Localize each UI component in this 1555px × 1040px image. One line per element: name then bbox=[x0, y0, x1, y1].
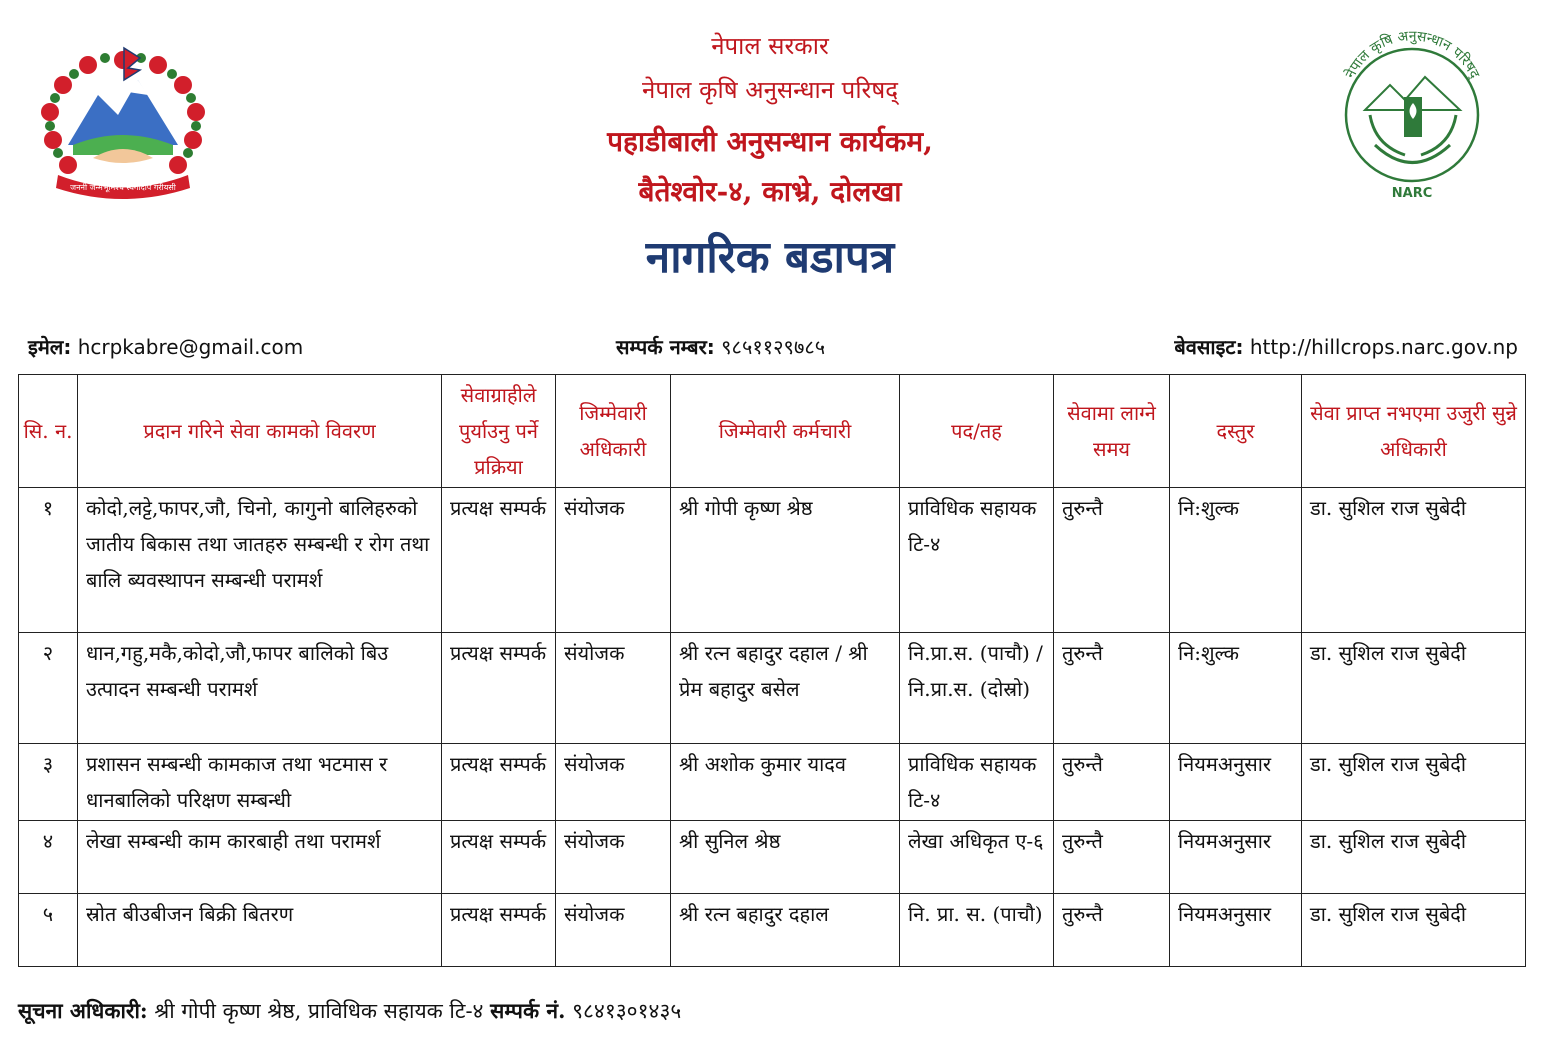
cell-service: कोदो,लट्टे,फापर,जौ, चिनो, कागुनो बालिहरुको जातीय बिकास तथा जातहरु सम्बन्धी र रोग तथा बालि ब्यवस्थापन सम्बन्धी परामर्श bbox=[78, 488, 442, 633]
cell-fee: नि:शुल्क bbox=[1170, 633, 1302, 744]
narc-label: NARC bbox=[1391, 186, 1433, 200]
information-officer-note bbox=[18, 993, 681, 1029]
cell-fee: नियमअनुसार bbox=[1170, 821, 1302, 894]
cell-staff: श्री रत्न बहादुर दहाल / श्री प्रेम बहादुर बसेल bbox=[671, 633, 900, 744]
cell-post: प्राविधिक सहायक टि-४ bbox=[900, 744, 1054, 821]
header-officer: जिम्मेवारी अधिकारी bbox=[556, 375, 671, 488]
table-header-row bbox=[19, 375, 1526, 488]
cell-grievance: डा. सुशिल राज सुबेदी bbox=[1302, 894, 1526, 967]
header bbox=[300, 30, 1240, 286]
cell-time: तुरुन्तै bbox=[1054, 633, 1170, 744]
cell-staff: श्री सुनिल श्रेष्ठ bbox=[671, 821, 900, 894]
cell-time: तुरुन्तै bbox=[1054, 744, 1170, 821]
cell-post: लेखा अधिकृत ए-६ bbox=[900, 821, 1054, 894]
contact-website bbox=[1174, 330, 1518, 364]
header-service: प्रदान गरिने सेवा कामको विवरण bbox=[78, 375, 442, 488]
cell-service: लेखा सम्बन्धी काम कारबाही तथा परामर्श bbox=[78, 821, 442, 894]
info-contact-number: ९८४१३०१४३५ bbox=[572, 999, 682, 1023]
table-row bbox=[19, 633, 1526, 744]
header-line-council: नेपाल कृषि अनुसन्धान परिषद् bbox=[642, 76, 898, 104]
cell-officer: संयोजक bbox=[556, 744, 671, 821]
cell-process: प्रत्यक्ष सम्पर्क bbox=[442, 488, 556, 633]
header-line-address: बैतेश्वोर-४, काभ्रे, दोलखा bbox=[638, 175, 902, 208]
header-post: पद/तह bbox=[900, 375, 1054, 488]
cell-officer: संयोजक bbox=[556, 633, 671, 744]
cell-process: प्रत्यक्ष सम्पर्क bbox=[442, 633, 556, 744]
cell-sn: ४ bbox=[19, 821, 78, 894]
cell-service: प्रशासन सम्बन्धी कामकाज तथा भटमास र धानबालिको परिक्षण सम्बन्धी bbox=[78, 744, 442, 821]
contact-email bbox=[28, 330, 303, 364]
phone-value: ९८५११२९७८५ bbox=[721, 335, 826, 359]
cell-sn: ५ bbox=[19, 894, 78, 967]
phone-label: सम्पर्क नम्बर: bbox=[616, 335, 715, 359]
cell-grievance: डा. सुशिल राज सुबेदी bbox=[1302, 488, 1526, 633]
narc-logo-icon bbox=[1330, 15, 1495, 200]
narc-logo bbox=[1330, 15, 1495, 200]
cell-sn: ३ bbox=[19, 744, 78, 821]
cell-time: तुरुन्तै bbox=[1054, 821, 1170, 894]
cell-post: नि. प्रा. स. (पाचौ) bbox=[900, 894, 1054, 967]
citizen-charter-table bbox=[18, 374, 1526, 967]
info-officer-label: सूचना अधिकारी: bbox=[18, 998, 148, 1023]
cell-staff: श्री गोपी कृष्ण श्रेष्ठ bbox=[671, 488, 900, 633]
cell-sn: २ bbox=[19, 633, 78, 744]
email-label: इमेल: bbox=[28, 335, 72, 359]
cell-post: प्राविधिक सहायक टि-४ bbox=[900, 488, 1054, 633]
cell-time: तुरुन्तै bbox=[1054, 488, 1170, 633]
table-row bbox=[19, 821, 1526, 894]
header-process: सेवाग्राहीले पुर्याउनु पर्ने प्रक्रिया bbox=[442, 375, 556, 488]
header-staff: जिम्मेवारी कर्मचारी bbox=[671, 375, 900, 488]
website-label: बेवसाइट: bbox=[1174, 335, 1244, 359]
cell-sn: १ bbox=[19, 488, 78, 633]
cell-post: नि.प्रा.स. (पाचौ) / नि.प्रा.स. (दोस्रो) bbox=[900, 633, 1054, 744]
cell-officer: संयोजक bbox=[556, 894, 671, 967]
header-line-government: नेपाल सरकार bbox=[711, 32, 829, 60]
emblem-motto: जननी जन्मभूमिश्च स्वर्गादपि गरीयसी bbox=[70, 183, 176, 192]
cell-staff: श्री अशोक कुमार यादव bbox=[671, 744, 900, 821]
cell-fee: नियमअनुसार bbox=[1170, 894, 1302, 967]
page-title: नागरिक बडापत्र bbox=[645, 232, 895, 283]
cell-grievance: डा. सुशिल राज सुबेदी bbox=[1302, 744, 1526, 821]
info-officer-text: श्री गोपी कृष्ण श्रेष्ठ, प्राविधिक सहायक टि-४ bbox=[154, 999, 484, 1023]
contact-row bbox=[28, 330, 1518, 364]
table-row bbox=[19, 488, 1526, 633]
cell-service: धान,गहु,मकै,कोदो,जौ,फापर बालिको बिउ उत्पादन सम्बन्धी परामर्श bbox=[78, 633, 442, 744]
narc-arc-text: नेपाल कृषि अनुसन्धान परिषद् bbox=[1342, 28, 1483, 82]
cell-fee: नियमअनुसार bbox=[1170, 744, 1302, 821]
cell-fee: नि:शुल्क bbox=[1170, 488, 1302, 633]
cell-process: प्रत्यक्ष सम्पर्क bbox=[442, 821, 556, 894]
header-line-program: पहाडीबाली अनुसन्धान कार्यकम, bbox=[607, 125, 933, 158]
cell-officer: संयोजक bbox=[556, 488, 671, 633]
cell-staff: श्री रत्न बहादुर दहाल bbox=[671, 894, 900, 967]
cell-process: प्रत्यक्ष सम्पर्क bbox=[442, 744, 556, 821]
header-time: सेवामा लाग्ने समय bbox=[1054, 375, 1170, 488]
cell-officer: संयोजक bbox=[556, 821, 671, 894]
contact-phone bbox=[616, 330, 825, 364]
cell-time: तुरुन्तै bbox=[1054, 894, 1170, 967]
website-link[interactable]: http://hillcrops.narc.gov.np bbox=[1249, 335, 1518, 359]
nepal-government-emblem bbox=[28, 40, 218, 200]
email-value[interactable]: hcrpkabre@gmail.com bbox=[77, 335, 304, 359]
header-grievance: सेवा प्राप्त नभएमा उजुरी सुन्ने अधिकारी bbox=[1302, 375, 1526, 488]
info-contact-label: सम्पर्क नं. bbox=[490, 998, 566, 1023]
cell-grievance: डा. सुशिल राज सुबेदी bbox=[1302, 633, 1526, 744]
header-fee: दस्तुर bbox=[1170, 375, 1302, 488]
cell-grievance: डा. सुशिल राज सुबेदी bbox=[1302, 821, 1526, 894]
cell-service: स्रोत बीउबीजन बिक्री बितरण bbox=[78, 894, 442, 967]
header-sn: सि. न. bbox=[19, 375, 78, 488]
emblem-icon bbox=[28, 40, 218, 200]
table-row bbox=[19, 744, 1526, 821]
table-row bbox=[19, 894, 1526, 967]
cell-process: प्रत्यक्ष सम्पर्क bbox=[442, 894, 556, 967]
